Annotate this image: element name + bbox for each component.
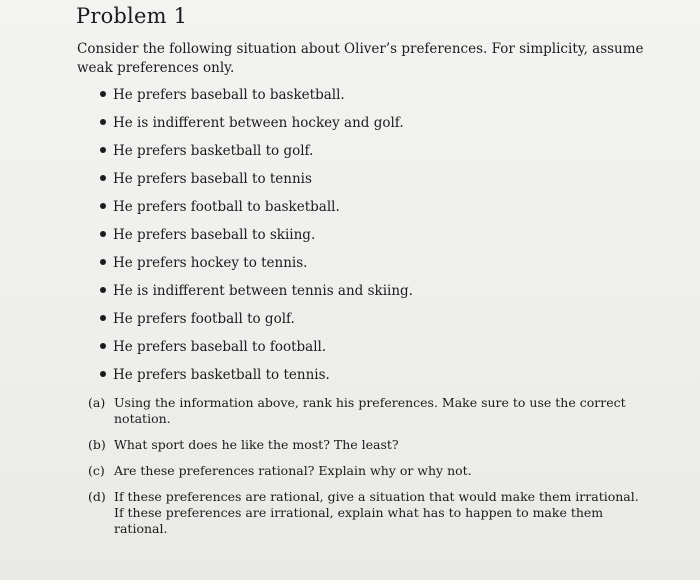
question-text: If these preferences are rational, give a situation that would make them irrational. If these preferences are irrational, explain what has to happen to make them rational. xyxy=(114,489,639,536)
preference-text: He prefers football to golf. xyxy=(113,311,295,327)
preference-text: He is indifferent between hockey and golf. xyxy=(113,115,404,131)
list-item xyxy=(100,198,413,226)
problem-intro: Consider the following situation about Oliver’s preferences. For simplicity, assume weak preferences only. xyxy=(77,41,644,76)
question-item xyxy=(88,463,648,479)
preference-text: He prefers basketball to tennis. xyxy=(113,367,330,383)
bullet-icon xyxy=(100,259,106,265)
bullet-icon xyxy=(100,147,106,153)
question-marker: (d) xyxy=(88,489,106,504)
list-item xyxy=(100,142,413,170)
bullet-icon xyxy=(100,203,106,209)
question-list xyxy=(88,395,648,547)
preference-text: He prefers football to basketball. xyxy=(113,199,340,215)
list-item xyxy=(100,86,413,114)
preference-text: He is indifferent between tennis and skiing. xyxy=(113,283,413,299)
list-item xyxy=(100,114,413,142)
preference-text: He prefers baseball to tennis xyxy=(113,171,312,187)
list-item xyxy=(100,254,413,282)
bullet-icon xyxy=(100,175,106,181)
bullet-icon xyxy=(100,315,106,321)
question-item xyxy=(88,437,648,453)
list-item xyxy=(100,226,413,254)
question-marker: (c) xyxy=(88,463,105,478)
question-text: Are these preferences rational? Explain why or why not. xyxy=(114,463,472,478)
bullet-icon xyxy=(100,231,106,237)
problem-title: Problem 1 xyxy=(76,4,188,28)
list-item xyxy=(100,366,413,394)
preference-text: He prefers baseball to skiing. xyxy=(113,227,316,243)
preference-text: He prefers baseball to basketball. xyxy=(113,87,345,103)
list-item xyxy=(100,310,413,338)
list-item xyxy=(100,282,413,310)
question-marker: (a) xyxy=(88,395,106,410)
bullet-icon xyxy=(100,91,106,97)
question-marker: (b) xyxy=(88,437,106,452)
bullet-icon xyxy=(100,287,106,293)
preference-list xyxy=(100,86,413,394)
list-item xyxy=(100,170,413,198)
question-text: Using the information above, rank his preferences. Make sure to use the correct notation. xyxy=(114,395,626,426)
question-item xyxy=(88,489,648,537)
bullet-icon xyxy=(100,119,106,125)
preference-text: He prefers hockey to tennis. xyxy=(113,255,308,271)
question-text: What sport does he like the most? The least? xyxy=(114,437,399,452)
list-item xyxy=(100,338,413,366)
bullet-icon xyxy=(100,371,106,377)
preference-text: He prefers baseball to football. xyxy=(113,339,327,355)
question-item xyxy=(88,395,648,427)
bullet-icon xyxy=(100,343,106,349)
preference-text: He prefers basketball to golf. xyxy=(113,143,314,159)
